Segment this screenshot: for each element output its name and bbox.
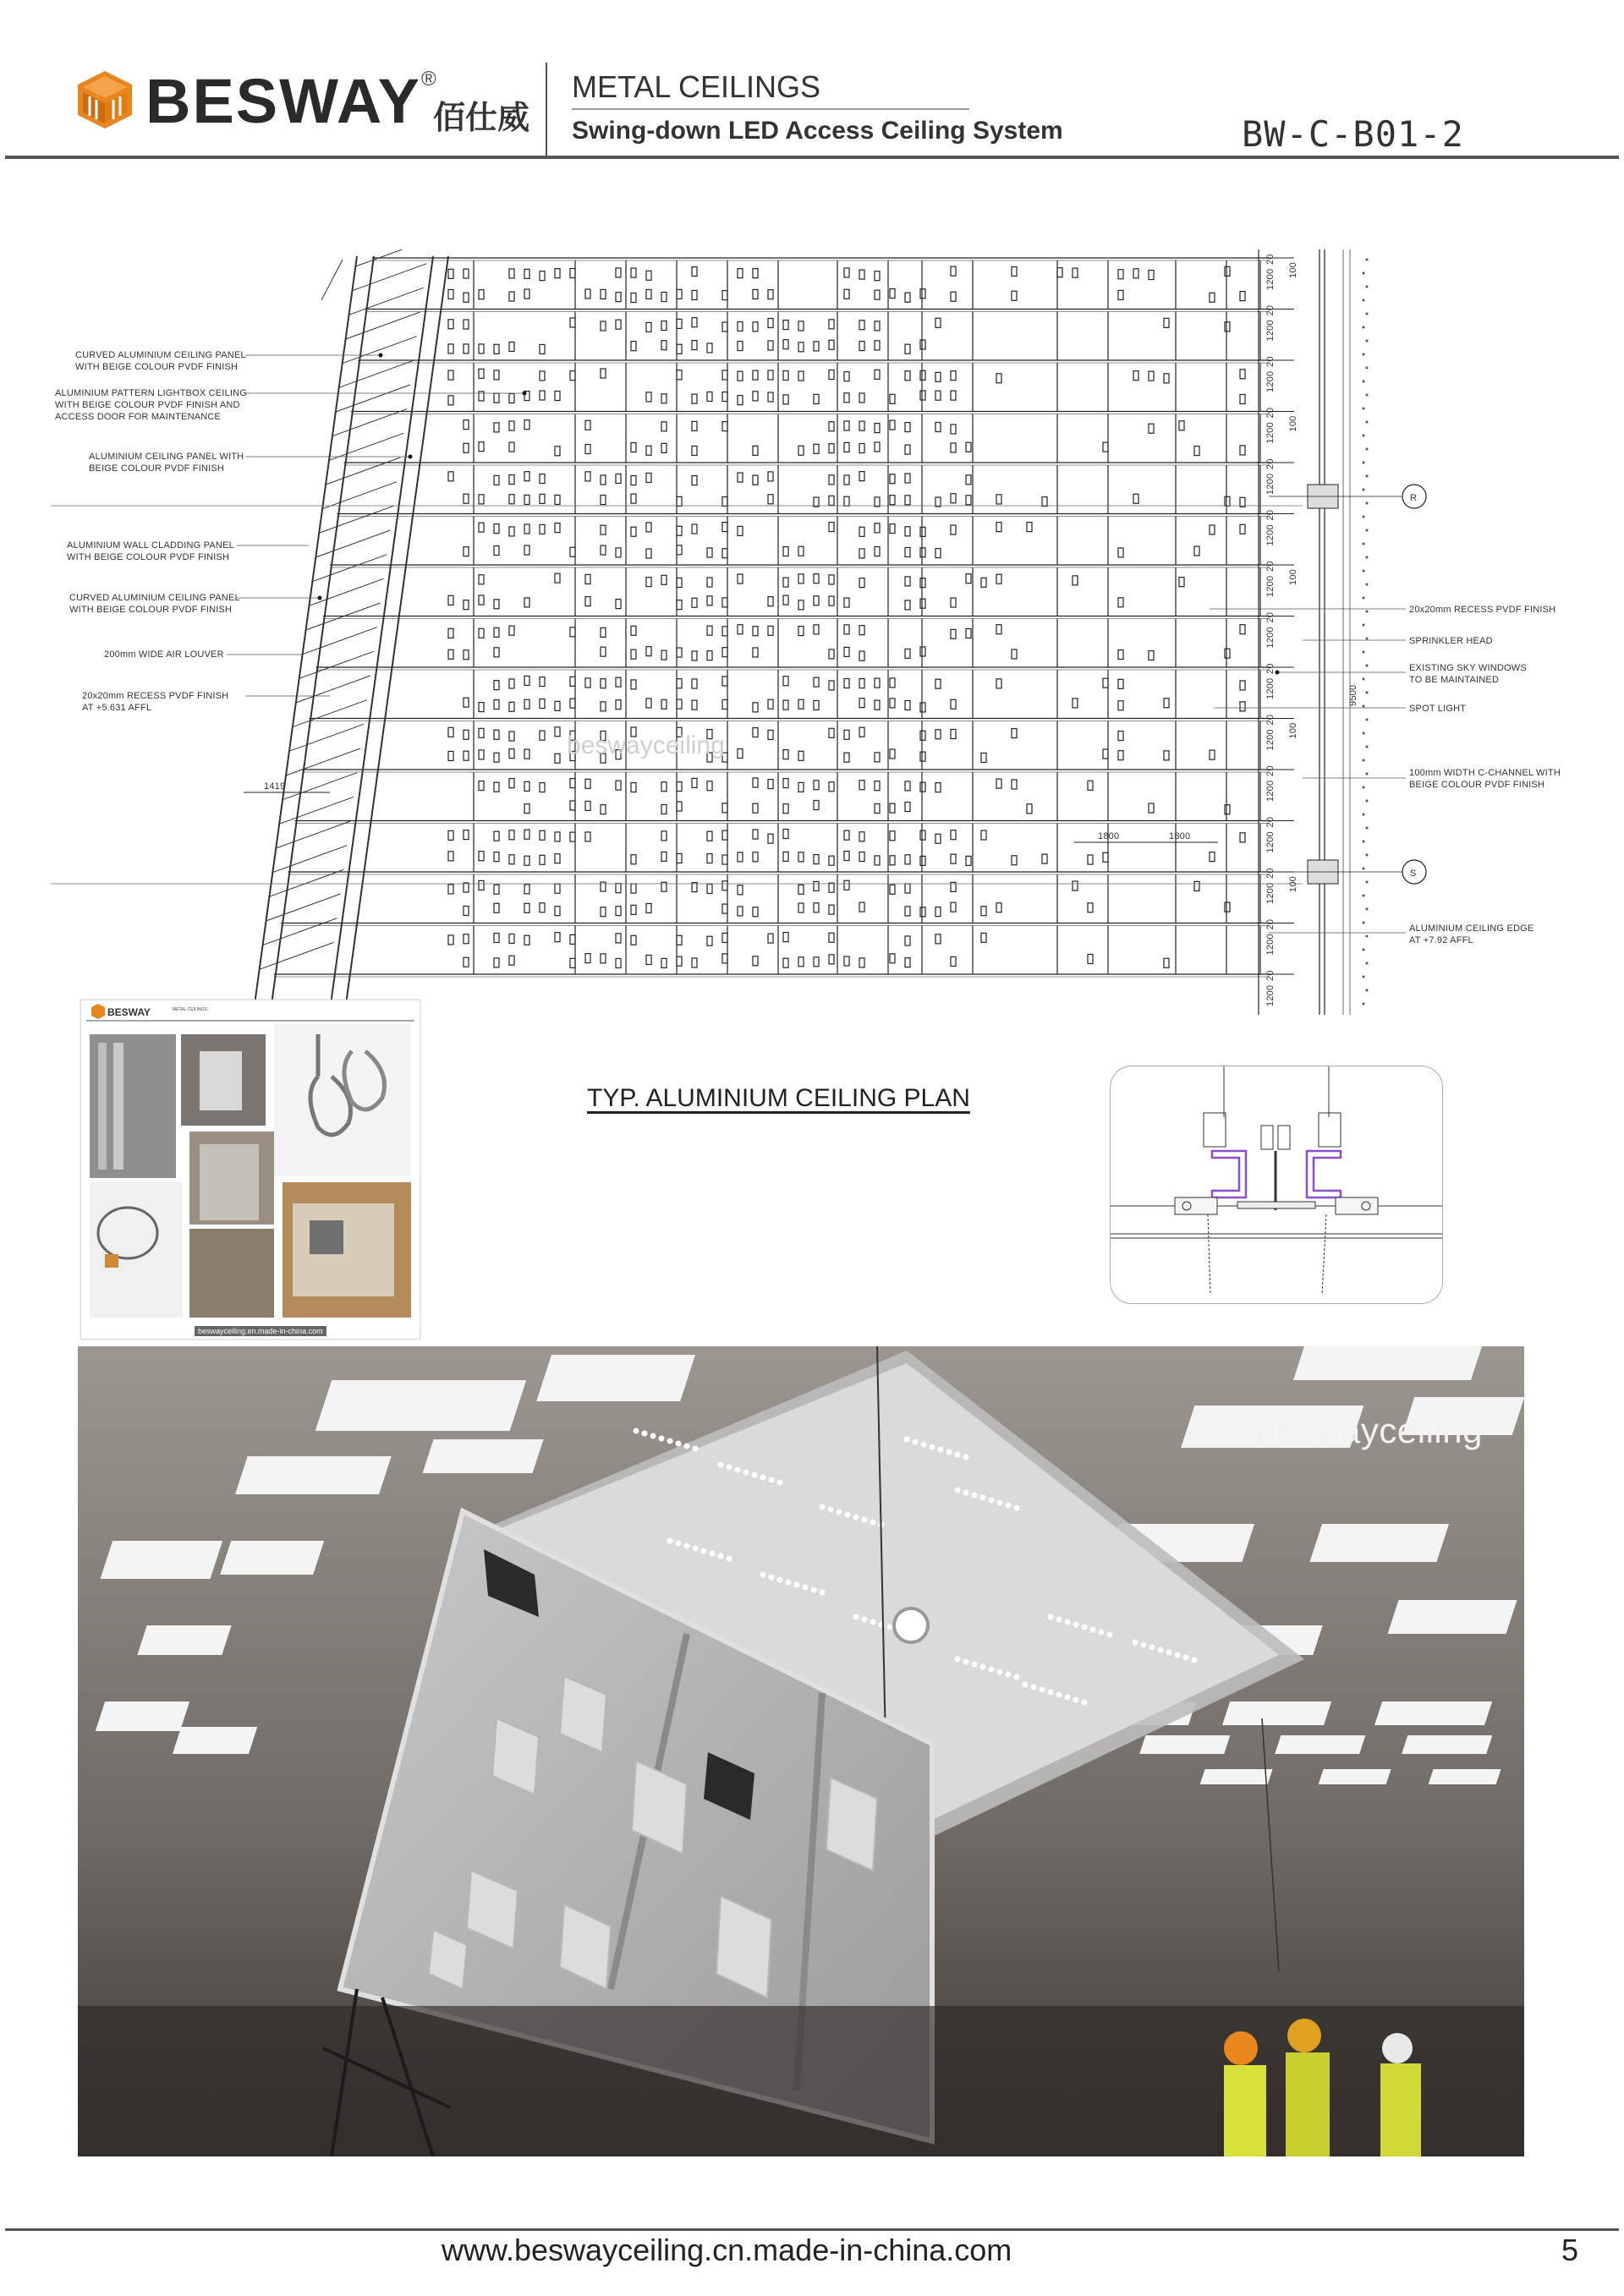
- svg-text:SPRINKLER HEAD: SPRINKLER HEAD: [1409, 636, 1493, 646]
- svg-text:1200: 1200: [1265, 882, 1276, 904]
- svg-text:1419: 1419: [264, 781, 286, 792]
- header-rule: [5, 156, 1619, 159]
- svg-text:20: 20: [1265, 407, 1276, 419]
- left-callout-7: [82, 691, 330, 713]
- svg-text:TO BE MAINTAINED: TO BE MAINTAINED: [1409, 675, 1500, 685]
- svg-text:AT +5.631 AFFL: AT +5.631 AFFL: [82, 703, 152, 713]
- svg-text:1200: 1200: [1265, 677, 1276, 699]
- left-callout-2: [55, 388, 527, 422]
- svg-text:20: 20: [1265, 254, 1276, 265]
- svg-text:1200: 1200: [1265, 831, 1276, 853]
- page-number: 5: [1561, 2233, 1579, 2267]
- svg-text:20: 20: [1265, 561, 1276, 572]
- svg-text:20: 20: [1265, 458, 1276, 469]
- svg-text:1800: 1800: [1169, 831, 1191, 841]
- besway-logo-icon: [74, 69, 135, 130]
- svg-text:20: 20: [1265, 356, 1276, 367]
- panel-grid: [274, 258, 1269, 977]
- registered-mark: ®: [421, 68, 436, 90]
- svg-text:20: 20: [1265, 868, 1276, 879]
- panel-lightbox-slots: [448, 266, 1245, 967]
- svg-text:200mm WIDE AIR LOUVER: 200mm WIDE AIR LOUVER: [104, 649, 224, 660]
- brand-name-chinese: 佰仕威: [433, 99, 530, 136]
- svg-text:1200: 1200: [1265, 575, 1276, 597]
- right-callout-3: [1276, 663, 1527, 685]
- svg-text:100: 100: [1288, 722, 1298, 739]
- svg-text:100mm WIDTH C-CHANNEL WITH: 100mm WIDTH C-CHANNEL WITH: [1409, 768, 1561, 778]
- right-callout-6: [1269, 923, 1533, 945]
- svg-text:1200: 1200: [1265, 984, 1276, 1006]
- thumbnail-url: beswayceiling.en.made-in-china.com: [195, 1326, 326, 1336]
- svg-text:1200: 1200: [1265, 320, 1276, 342]
- footer-url[interactable]: www.beswayceiling.cn.made-in-china.com: [442, 2233, 1012, 2267]
- svg-text:WITH BEIGE COLOUR PVDF FINISH: WITH BEIGE COLOUR PVDF FINISH AND: [55, 400, 240, 410]
- footer-rule: [5, 2228, 1619, 2231]
- svg-text:100: 100: [1288, 262, 1298, 278]
- svg-text:METAL CEILINGS: METAL CEILINGS: [173, 1007, 207, 1012]
- svg-text:1200: 1200: [1265, 780, 1276, 802]
- c-channel-section-detail: [1110, 1066, 1443, 1304]
- svg-text:100: 100: [1288, 876, 1298, 892]
- svg-text:ACCESS DOOR FOR MAINTENANCE: ACCESS DOOR FOR MAINTENANCE: [55, 412, 222, 422]
- svg-text:20: 20: [1265, 714, 1276, 726]
- svg-text:CURVED ALUMINIUM CEILING PANEL: CURVED ALUMINIUM CEILING PANEL: [75, 350, 246, 360]
- svg-text:1200: 1200: [1265, 524, 1276, 546]
- svg-text:20: 20: [1265, 765, 1276, 776]
- svg-text:1200: 1200: [1265, 422, 1276, 444]
- svg-text:20: 20: [1265, 918, 1276, 930]
- svg-text:1200: 1200: [1265, 729, 1276, 751]
- svg-text:1200: 1200: [1265, 370, 1276, 392]
- svg-text:ALUMINIUM CEILING EDGE: ALUMINIUM CEILING EDGE: [1409, 923, 1534, 934]
- svg-text:ALUMINIUM PATTERN LIGHTBOX CEI: ALUMINIUM PATTERN LIGHTBOX CEILING: [55, 388, 248, 398]
- svg-text:BEIGE COLOUR PVDF FINISH: BEIGE COLOUR PVDF FINISH: [1409, 780, 1545, 790]
- right-callout-4: [1214, 704, 1466, 714]
- svg-text:EXISTING SKY WINDOWS: EXISTING SKY WINDOWS: [1409, 663, 1527, 673]
- installation-photo: [78, 1346, 1524, 2156]
- svg-text:100: 100: [1288, 569, 1298, 585]
- document-code: BW-C-B01-2: [1242, 113, 1464, 155]
- svg-text:20: 20: [1265, 663, 1276, 674]
- svg-text:20: 20: [1265, 611, 1276, 623]
- svg-text:SPOT LIGHT: SPOT LIGHT: [1409, 704, 1467, 714]
- right-callout-5: [1303, 768, 1561, 790]
- svg-text:BEIGE COLOUR PVDF FINISH: BEIGE COLOUR PVDF FINISH: [89, 463, 225, 474]
- brand-name: BESWAY: [145, 66, 421, 136]
- grid-marker-r: [1269, 485, 1426, 508]
- category-underline: [572, 108, 969, 110]
- curved-edge: [254, 256, 448, 1011]
- right-callout-1: [1210, 605, 1555, 615]
- svg-text:9500: 9500: [1348, 684, 1358, 706]
- category-title: METAL CEILINGS: [572, 69, 821, 104]
- svg-text:1200: 1200: [1265, 473, 1276, 495]
- svg-text:20: 20: [1265, 816, 1276, 828]
- left-callout-4: [67, 540, 309, 562]
- svg-text:ALUMINIUM WALL CLADDING PANEL: ALUMINIUM WALL CLADDING PANEL: [67, 540, 234, 551]
- svg-text:1200: 1200: [1265, 627, 1276, 649]
- dimension-1800: [1074, 831, 1218, 842]
- product-subtitle: Swing-down LED Access Ceiling System: [572, 117, 1063, 145]
- svg-text:20: 20: [1265, 509, 1276, 521]
- svg-text:100: 100: [1288, 415, 1298, 432]
- svg-text:S: S: [1410, 869, 1417, 879]
- svg-text:1200: 1200: [1265, 268, 1276, 290]
- ceiling-plan-drawing: [51, 249, 1573, 1019]
- photo-watermark: beswayceiling: [1256, 1411, 1483, 1450]
- svg-text:WITH BEIGE COLOUR PVDF FINISH: WITH BEIGE COLOUR PVDF FINISH: [69, 605, 233, 615]
- svg-text:20x20mm RECESS PVDF FINISH: 20x20mm RECESS PVDF FINISH: [1409, 605, 1556, 615]
- svg-text:20: 20: [1265, 304, 1276, 316]
- svg-text:CURVED ALUMINIUM CEILING PANEL: CURVED ALUMINIUM CEILING PANEL: [69, 593, 240, 603]
- right-callout-2: [1303, 636, 1493, 646]
- svg-text:20: 20: [1265, 970, 1276, 981]
- left-callout-1: [75, 350, 383, 372]
- installation-photo-illustration: [78, 1346, 1524, 2156]
- svg-text:R: R: [1410, 493, 1418, 503]
- svg-text:WITH BEIGE COLOUR PVDF FINISH: WITH BEIGE COLOUR PVDF FINISH: [67, 552, 230, 562]
- svg-text:BESWAY: BESWAY: [107, 1006, 151, 1018]
- cladding-hatch: [260, 249, 431, 969]
- catalog-thumbnail-image: [81, 1000, 420, 1339]
- edge-dot-pattern: [1363, 259, 1369, 1006]
- svg-text:AT +7.92 AFFL: AT +7.92 AFFL: [1409, 935, 1473, 945]
- left-callout-5: [69, 593, 322, 615]
- left-callout-6: [104, 649, 303, 660]
- svg-text:1200: 1200: [1265, 934, 1276, 956]
- svg-text:1800: 1800: [1098, 831, 1120, 841]
- catalog-thumbnail: [80, 1000, 420, 1340]
- svg-text:ALUMINIUM CEILING PANEL WITH: ALUMINIUM CEILING PANEL WITH: [89, 452, 244, 462]
- drawing-watermark: beswayceiling: [567, 732, 725, 759]
- drawing-title: TYP. ALUMINIUM CEILING PLAN: [587, 1084, 970, 1112]
- svg-text:20x20mm RECESS PVDF FINISH: 20x20mm RECESS PVDF FINISH: [82, 691, 229, 701]
- vertical-dimension-strip: [1252, 249, 1298, 1015]
- svg-text:WITH BEIGE COLOUR PVDF FINISH: WITH BEIGE COLOUR PVDF FINISH: [75, 362, 239, 372]
- header-divider: [546, 63, 547, 156]
- section-drawing: [1111, 1066, 1442, 1303]
